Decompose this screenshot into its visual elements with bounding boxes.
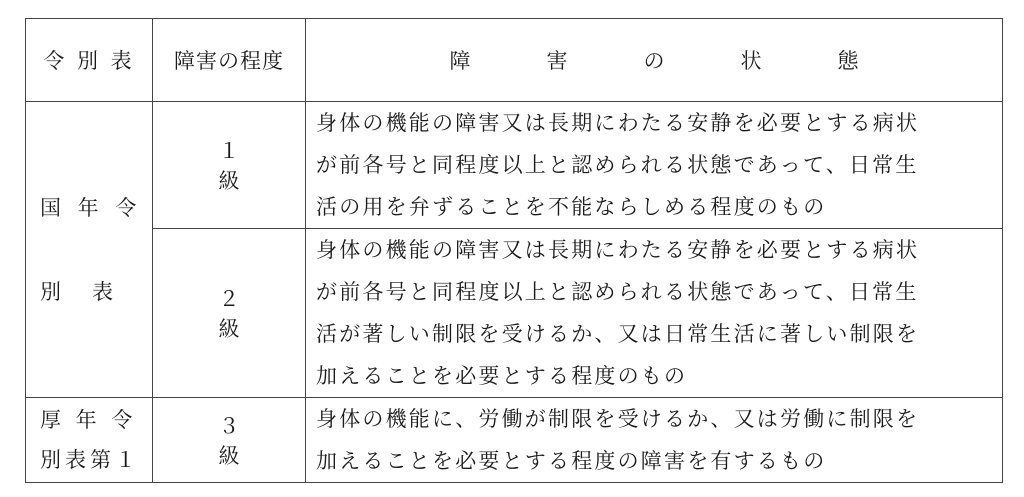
state-cell	[306, 229, 1003, 398]
grade-cell: ２ 級	[153, 229, 306, 398]
law-label: 国 年 令	[40, 195, 142, 220]
header-state	[306, 19, 1003, 102]
grade-cell: １ 級	[153, 102, 306, 229]
state-line: 身体の機能の障害又は長期にわたる安静を必要とする病状	[316, 111, 920, 135]
law-cell-kounen	[26, 398, 153, 483]
law-label: 別表第１	[40, 448, 140, 472]
state-line: 加えることを必要とする程度のもの	[316, 364, 688, 388]
disability-grade-table	[25, 18, 1003, 483]
law-label: 厚 年 令	[40, 408, 137, 432]
header-state-char: 態	[837, 49, 859, 73]
state-line: が前各号と同程度以上と認められる状態であって、日常生	[316, 153, 919, 177]
state-cell	[306, 398, 1003, 483]
header-state-char: 障	[449, 49, 471, 73]
state-line: 活が著しい制限を受けるか、又は日常生活に著しい制限を	[316, 322, 920, 346]
header-state-char: 状	[740, 49, 762, 73]
table-row	[26, 398, 1003, 483]
state-line: が前各号と同程度以上と認められる状態であって、日常生	[316, 280, 919, 304]
header-state-char: 害	[546, 49, 568, 73]
header-row	[26, 19, 1003, 102]
state-cell	[306, 102, 1003, 229]
header-grade: 障害の程度	[153, 19, 306, 102]
state-line: 活の用を弁ずることを不能ならしめる程度のもの	[316, 195, 827, 219]
header-state-char: の	[643, 49, 665, 73]
law-cell-kokunen	[26, 102, 153, 398]
header-law: 令 別 表	[26, 19, 153, 102]
table-row	[26, 102, 1003, 229]
grade-cell: ３ 級	[153, 398, 306, 483]
state-line: 加えることを必要とする程度の障害を有するもの	[316, 449, 827, 473]
state-line: 身体の機能の障害又は長期にわたる安静を必要とする病状	[316, 238, 920, 262]
state-line: 身体の機能に、労働が制限を受けるか、又は労働に制限を	[316, 407, 920, 431]
law-label: 別 表	[40, 279, 118, 304]
table-row	[26, 229, 1003, 398]
